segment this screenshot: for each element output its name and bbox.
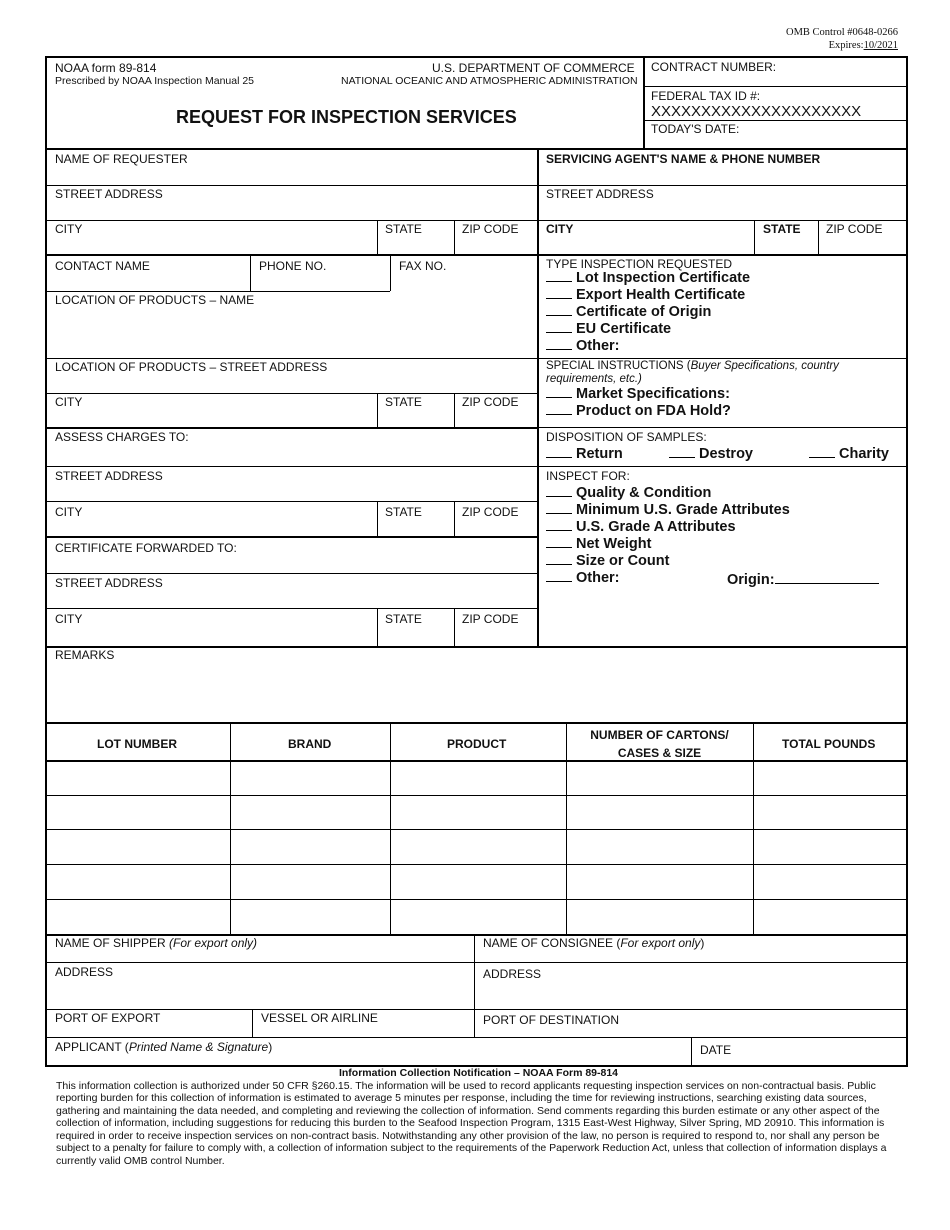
option-quality-condition-text: Quality & Condition: [576, 485, 712, 501]
col-brand: BRAND: [288, 737, 332, 751]
notice-title: Information Collection Notification – NOAA Form 89-814: [338, 1067, 619, 1079]
shipper-text: NAME OF SHIPPER: [55, 936, 170, 950]
shipper-address-label: ADDRESS: [55, 965, 114, 979]
remarks-label: REMARKS: [55, 648, 115, 662]
option-size-count-text: Size or Count: [576, 553, 670, 569]
federal-tax-id-label: FEDERAL TAX ID #:: [651, 89, 761, 103]
form-number: NOAA form 89-814: [55, 61, 157, 75]
option-certificate-origin-text: Certificate of Origin: [576, 304, 712, 320]
expires-date: 10/2021: [863, 40, 898, 51]
shipper-italic: (For export only): [169, 936, 258, 950]
inspection-form: [45, 56, 908, 1067]
location-name-label: LOCATION OF PRODUCTS – NAME: [55, 293, 255, 307]
col-cartons-line2: CASES & SIZE: [617, 746, 702, 760]
dept-name: U.S. DEPARTMENT OF COMMERCE: [432, 61, 635, 75]
certificate-street-label: STREET ADDRESS: [55, 576, 163, 590]
option-destroy[interactable]: [669, 446, 753, 462]
option-inspect-other-text: Other:: [576, 570, 620, 586]
table-row[interactable]: [47, 795, 908, 796]
special-instructions-label: [546, 360, 876, 386]
requester-city-label: CITY: [55, 222, 83, 236]
requester-street-label: STREET ADDRESS: [55, 187, 163, 201]
option-size-count[interactable]: [546, 553, 669, 569]
port-destination-label: PORT OF DESTINATION: [483, 1013, 620, 1027]
location-city-label: CITY: [55, 395, 83, 409]
contact-name-label: CONTACT NAME: [55, 259, 150, 273]
todays-date-label: TODAY'S DATE:: [651, 122, 740, 136]
option-type-other[interactable]: [546, 338, 620, 354]
consignee-end: ): [700, 936, 705, 950]
option-inspect-other[interactable]: [546, 570, 620, 586]
option-market-specs-text: Market Specifications:: [576, 386, 730, 402]
option-charity-text: Charity: [839, 446, 889, 462]
vessel-label: VESSEL OR AIRLINE: [261, 1011, 378, 1025]
option-fda-hold[interactable]: [546, 403, 731, 419]
option-min-grade-text: Minimum U.S. Grade Attributes: [576, 502, 790, 518]
option-certificate-origin[interactable]: [546, 304, 711, 320]
option-market-specs[interactable]: [546, 386, 730, 402]
option-grade-a[interactable]: [546, 519, 736, 535]
option-lot-inspection-text: Lot Inspection Certificate: [576, 270, 751, 286]
contract-number-label: CONTRACT NUMBER:: [651, 60, 777, 74]
assess-city-label: CITY: [55, 505, 83, 519]
option-destroy-text: Destroy: [699, 446, 753, 462]
option-fda-hold-text: Product on FDA Hold?: [576, 403, 731, 419]
type-inspection-label: TYPE INSPECTION REQUESTED: [546, 257, 733, 271]
information-notice: [56, 1067, 901, 1167]
notice-body: This information collection is authorized under 50 CFR §260.15. The information will be used to record applicants requesting inspection services on non-contractual basis. Public reporting burden for this collection of information is estimated to average 5 minutes per response, including the time for reviewing instructions, searching existing data sources, gathering and maintaining the data needed, and completing and reviewing the collection of information. Send comments regarding this burden estimate or any other aspect of the collection of information, including suggestions for reducing this burden to the Seafood Inspection Program, 1315 East-West Highway, Silver Spring, MD 20910. This information is required in order to receive inspection services on non-contract basis. Notwithstanding any other provision of the law, no person is required to respond to, nor shall any person be subject to a penalty for failure to comply with, a collection of information subject to the requirements of the Paperwork Reduction Act, unless that collection of information displays a currently valid OMB control Number.: [56, 1079, 887, 1167]
requester-state-label: STATE: [385, 222, 422, 236]
location-zip-label: ZIP CODE: [462, 395, 519, 409]
option-grade-a-text: U.S. Grade A Attributes: [576, 519, 736, 535]
assess-zip-label: ZIP CODE: [462, 505, 519, 519]
certificate-state-label: STATE: [385, 612, 422, 626]
inspect-for-label: INSPECT FOR:: [546, 469, 630, 483]
option-lot-inspection[interactable]: [546, 270, 750, 286]
certificate-city-label: CITY: [55, 612, 83, 626]
option-eu-certificate[interactable]: [546, 321, 671, 337]
option-net-weight[interactable]: [546, 536, 651, 552]
agent-zip-label: ZIP CODE: [826, 222, 883, 236]
applicant-text: APPLICANT (: [55, 1040, 129, 1054]
date-label: DATE: [700, 1043, 732, 1057]
option-return[interactable]: [546, 446, 623, 462]
table-row[interactable]: [47, 864, 908, 865]
requester-zip-label: ZIP CODE: [462, 222, 519, 236]
special-instructions-italic: Buyer Specifications, country requirements, etc.): [546, 360, 839, 385]
shipper-label: [55, 936, 257, 950]
option-export-health-text: Export Health Certificate: [576, 287, 746, 303]
agent-street-label: STREET ADDRESS: [546, 187, 654, 201]
certificate-zip-label: ZIP CODE: [462, 612, 519, 626]
agency-name: NATIONAL OCEANIC AND ATMOSPHERIC ADMINISTRATION: [341, 75, 638, 87]
option-charity[interactable]: [809, 446, 889, 462]
consignee-address-label: ADDRESS: [483, 967, 542, 981]
option-export-health[interactable]: [546, 287, 745, 303]
col-cartons-line1: NUMBER OF CARTONS/: [590, 728, 729, 742]
omb-block: [786, 26, 898, 52]
option-net-weight-text: Net Weight: [576, 536, 652, 552]
fax-label: FAX NO.: [399, 259, 447, 273]
option-type-other-text: Other:: [576, 338, 620, 354]
table-row[interactable]: [47, 829, 908, 830]
assess-street-label: STREET ADDRESS: [55, 469, 163, 483]
omb-expires: [786, 39, 898, 52]
option-quality-condition[interactable]: [546, 485, 711, 501]
disposition-label: DISPOSITION OF SAMPLES:: [546, 430, 707, 444]
location-state-label: STATE: [385, 395, 422, 409]
location-street-label: LOCATION OF PRODUCTS – STREET ADDRESS: [55, 360, 328, 374]
col-product: PRODUCT: [447, 737, 507, 751]
table-row[interactable]: [47, 899, 908, 900]
special-instructions-text: SPECIAL INSTRUCTIONS (: [546, 360, 691, 372]
omb-control: OMB Control #0648-0266: [785, 27, 898, 38]
expires-label: Expires:: [828, 40, 864, 51]
phone-label: PHONE NO.: [259, 259, 327, 273]
col-lot-number: LOT NUMBER: [97, 737, 177, 751]
tax-id-value[interactable]: XXXXXXXXXXXXXXXXXXXXX: [651, 103, 862, 120]
prescribed-text: Prescribed by NOAA Inspection Manual 25: [55, 75, 255, 87]
col-total-pounds: TOTAL POUNDS: [782, 737, 876, 751]
applicant-end: ): [268, 1040, 273, 1054]
option-return-text: Return: [576, 446, 623, 462]
applicant-italic: Printed Name & Signature: [128, 1040, 269, 1054]
origin-field[interactable]: [727, 570, 879, 588]
option-min-grade[interactable]: [546, 502, 790, 518]
consignee-italic: For export only: [620, 936, 701, 950]
assess-charges-label: ASSESS CHARGES TO:: [55, 430, 189, 444]
origin-label: Origin:: [727, 572, 775, 588]
form-title: REQUEST FOR INSPECTION SERVICES: [176, 107, 517, 127]
agent-state-label: STATE: [763, 222, 801, 236]
agent-city-label: CITY: [546, 222, 574, 236]
consignee-text: NAME OF CONSIGNEE (: [483, 936, 621, 950]
port-export-label: PORT OF EXPORT: [55, 1011, 161, 1025]
certificate-forwarded-label: CERTIFICATE FORWARDED TO:: [55, 541, 237, 555]
applicant-label: [55, 1040, 272, 1054]
consignee-label: [483, 936, 704, 950]
assess-state-label: STATE: [385, 505, 422, 519]
option-eu-certificate-text: EU Certificate: [576, 321, 672, 337]
servicing-agent-label: SERVICING AGENT'S NAME & PHONE NUMBER: [546, 152, 821, 166]
name-of-requester-label: NAME OF REQUESTER: [55, 152, 188, 166]
